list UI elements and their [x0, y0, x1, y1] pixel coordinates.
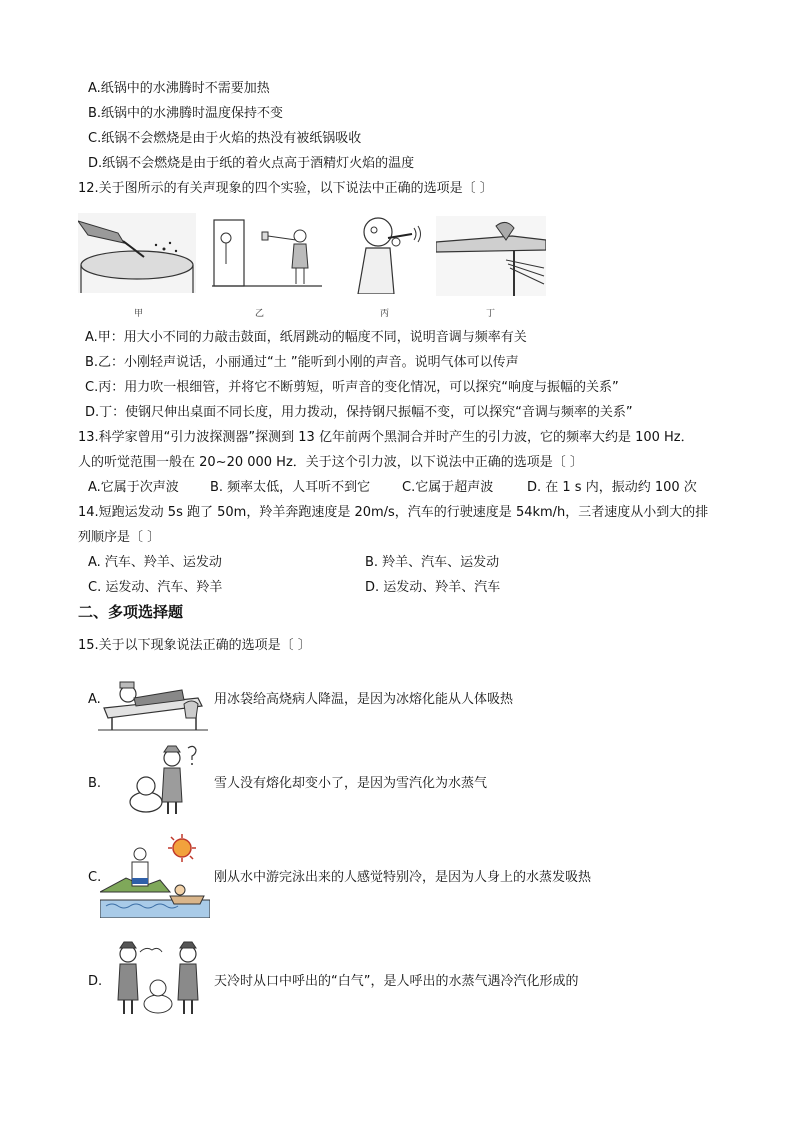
q12-figure-string-phone [212, 216, 322, 292]
q12-caption-ding: 丁 [486, 309, 496, 319]
q12-figure-straw [348, 210, 428, 294]
q15-figure-snowman [126, 742, 206, 816]
q15-figure-swimmer [100, 834, 210, 918]
q14-stem-line2: 列顺序是〔 〕 [78, 530, 161, 545]
q14-option-b: B. 羚羊、汽车、运发动 [365, 555, 500, 570]
q12-option-c: C.丙：用力吹一根细管，并将它不断剪短，听声音的变化情况，可以探究“响度与振幅的关系” [85, 380, 619, 395]
section-heading: 二、多项选择题 [78, 603, 184, 621]
q15-label-c: C. [88, 870, 102, 885]
q13-stem-line1: 13.科学家曾用“引力波探测器”探测到 13 亿年前两个黑洞合并时产生的引力波，它的频率大约是 100 Hz． [78, 430, 694, 445]
q13-option-b: B. 频率太低，人耳听不到它 [210, 480, 371, 495]
q12-figure-drum [78, 213, 196, 293]
q15-option-d: 天冷时从口中呼出的“白气”，是人呼出的水蒸气遇冷汽化形成的 [214, 974, 579, 989]
q12-caption-yi: 乙 [255, 309, 265, 319]
q11-option-b: B.纸锅中的水沸腾时温度保持不变 [88, 106, 284, 121]
q12-option-d: D.丁：使钢尺伸出桌面不同长度，用力拨动，保持钢尺振幅不变，可以探究“音调与频率的关系” [85, 405, 633, 420]
q13-stem-line2: 人的听觉范围一般在 20~20 000 Hz．关于这个引力波，以下说法中正确的选项是〔 〕 [78, 455, 583, 470]
q15-figure-breath [112, 938, 212, 1018]
q11-option-d: D.纸锅不会燃烧是由于纸的着火点高于酒精灯火焰的温度 [88, 156, 415, 171]
q11-option-c: C.纸锅不会燃烧是由于火焰的热没有被纸锅吸收 [88, 131, 362, 146]
q15-label-d: D. [88, 974, 103, 989]
q15-label-a: A. [88, 692, 101, 707]
q15-option-b: 雪人没有熔化却变小了，是因为雪汽化为水蒸气 [214, 776, 488, 791]
q12-caption-jia: 甲 [134, 309, 144, 319]
q15-figure-ice-pack [98, 668, 208, 732]
q11-option-a: A.纸锅中的水沸腾时不需要加热 [88, 81, 270, 96]
q13-option-a: A.它属于次声波 [88, 480, 179, 495]
q15-label-b: B. [88, 776, 102, 791]
q12-option-a: A.甲：用大小不同的力敲击鼓面，纸屑跳动的幅度不同，说明音调与频率有关 [85, 330, 527, 345]
q12-figure-ruler [436, 216, 546, 296]
q15-option-a: 用冰袋给高烧病人降温，是因为冰熔化能从人体吸热 [214, 692, 514, 707]
q14-option-c: C. 运发动、汽车、羚羊 [88, 580, 223, 595]
q15-stem: 15.关于以下现象说法正确的选项是〔 〕 [78, 638, 311, 653]
q13-option-d: D. 在 1 s 内，振动约 100 次 [527, 480, 697, 495]
q14-option-d: D. 运发动、羚羊、汽车 [365, 580, 501, 595]
q12-caption-bing: 丙 [380, 309, 390, 319]
q12-option-b: B.乙：小刚轻声说话，小丽通过“土 ”能听到小刚的声音。说明气体可以传声 [85, 355, 519, 370]
q14-stem-line1: 14.短跑运发动 5s 跑了 50m，羚羊奔跑速度是 20m/s，汽车的行驶速度是 54km/h，三者速度从小到大的排 [78, 505, 709, 520]
q13-option-c: C.它属于超声波 [402, 480, 494, 495]
q14-option-a: A. 汽车、羚羊、运发动 [88, 555, 222, 570]
q12-stem: 12.关于图所示的有关声现象的四个实验，以下说法中正确的选项是〔 〕 [78, 181, 493, 196]
q15-option-c: 刚从水中游完泳出来的人感觉特别冷，是因为人身上的水蒸发吸热 [214, 870, 592, 885]
